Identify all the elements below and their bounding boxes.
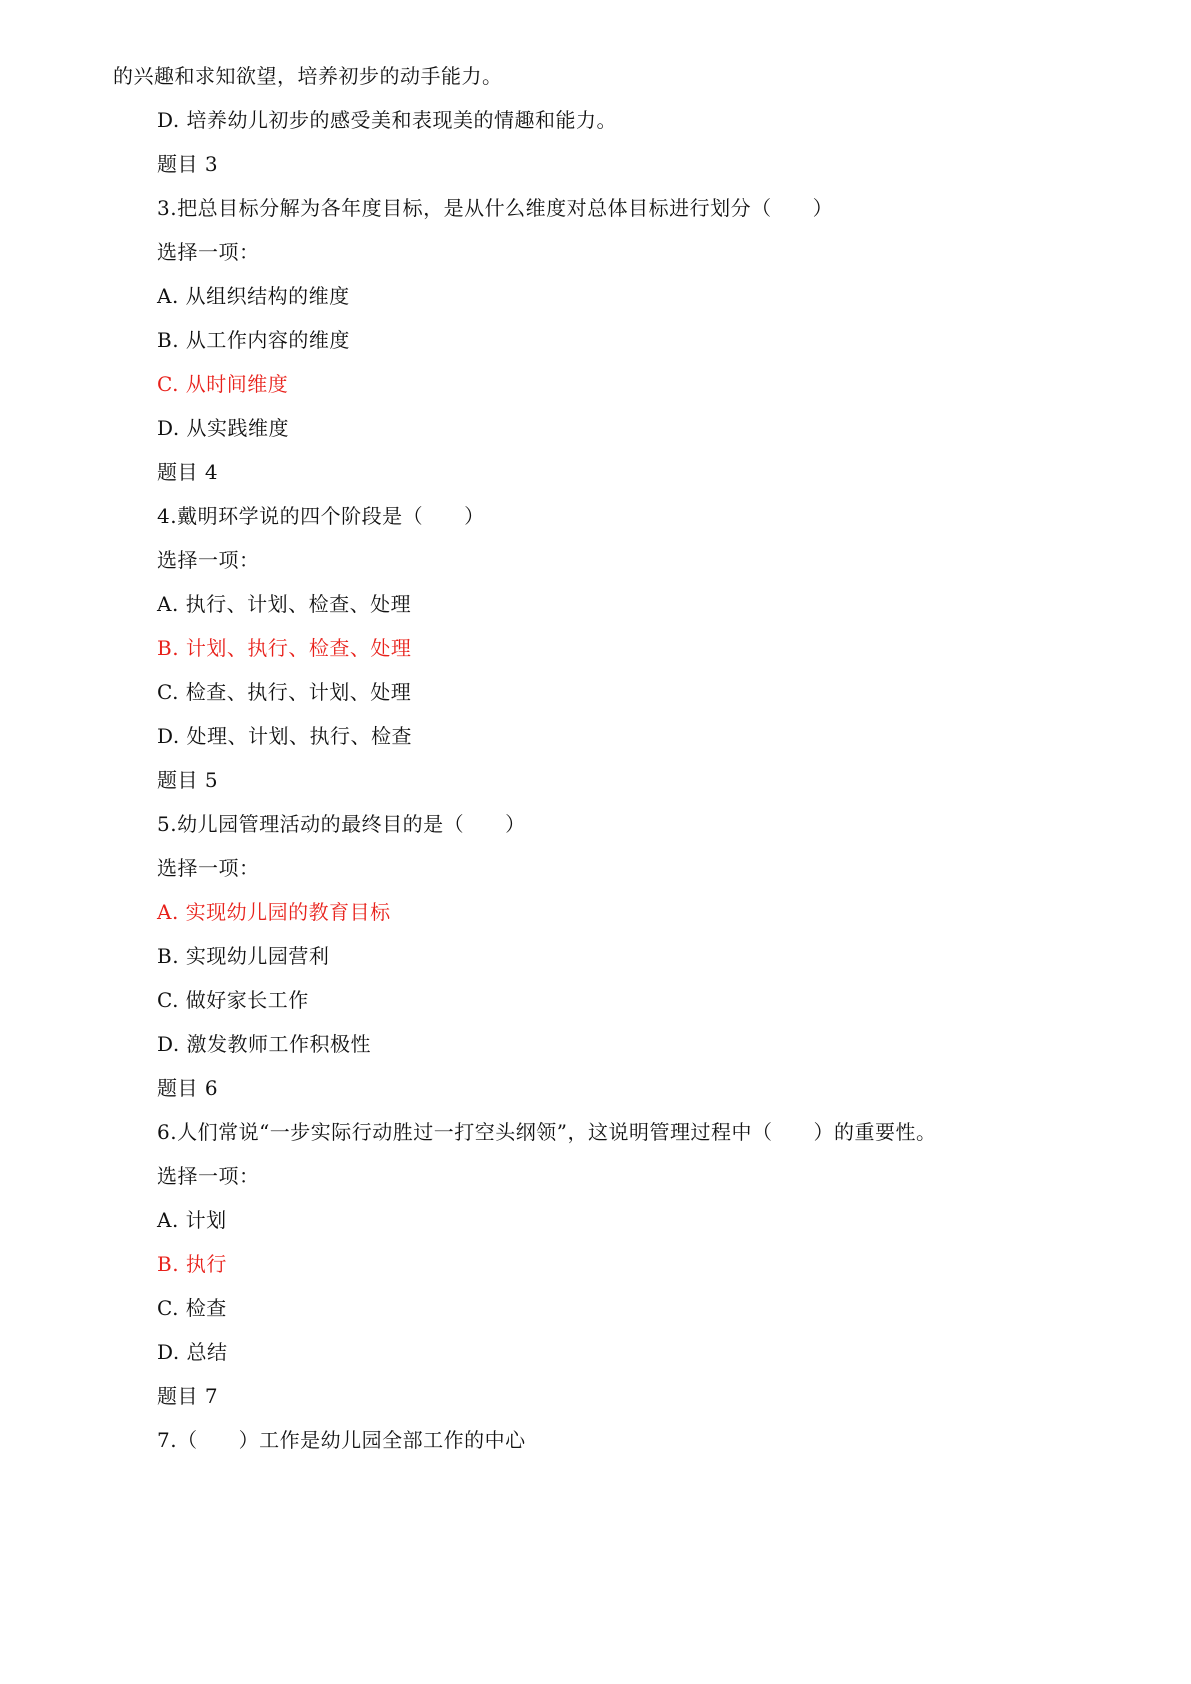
- question-5-option-d[interactable]: D. 激发教师工作积极性: [157, 1032, 372, 1056]
- question-4-option-d[interactable]: D. 处理、计划、执行、检查: [157, 724, 413, 748]
- question-6-option-d[interactable]: D. 总结: [157, 1340, 228, 1364]
- prev-option-d: D. 培养幼儿初步的感受美和表现美的情趣和能力。: [157, 108, 618, 132]
- question-5-option-c[interactable]: C. 做好家长工作: [157, 988, 309, 1012]
- intro-continuation: 的兴趣和求知欲望，培养初步的动手能力。: [113, 64, 503, 88]
- question-6-option-b-correct[interactable]: B. 执行: [157, 1252, 227, 1276]
- question-4-option-c[interactable]: C. 检查、执行、计划、处理: [157, 680, 412, 704]
- question-4-heading: 题目 4: [157, 460, 219, 484]
- question-4-stem: 4.戴明环学说的四个阶段是（ ）: [157, 504, 485, 528]
- question-4-instruction: 选择一项：: [157, 548, 260, 572]
- question-6-stem: 6.人们常说“一步实际行动胜过一打空头纲领”，这说明管理过程中（ ）的重要性。: [157, 1120, 937, 1144]
- question-3-option-c-correct[interactable]: C. 从时间维度: [157, 372, 289, 396]
- question-6-option-c[interactable]: C. 检查: [157, 1296, 227, 1320]
- question-3-option-b[interactable]: B. 从工作内容的维度: [157, 328, 350, 352]
- question-3-option-a[interactable]: A. 从组织结构的维度: [157, 284, 350, 308]
- question-4-option-b-correct[interactable]: B. 计划、执行、检查、处理: [157, 636, 412, 660]
- question-5-heading: 题目 5: [157, 768, 219, 792]
- question-3-stem: 3.把总目标分解为各年度目标，是从什么维度对总体目标进行划分（ ）: [157, 196, 834, 220]
- question-5-stem: 5.幼儿园管理活动的最终目的是（ ）: [157, 812, 526, 836]
- question-3-instruction: 选择一项：: [157, 240, 260, 264]
- question-3-option-d[interactable]: D. 从实践维度: [157, 416, 290, 440]
- question-6-option-a[interactable]: A. 计划: [157, 1208, 227, 1232]
- question-3-heading: 题目 3: [157, 152, 219, 176]
- question-7-heading: 题目 7: [157, 1384, 219, 1408]
- question-6-instruction: 选择一项：: [157, 1164, 260, 1188]
- question-5-option-a-correct[interactable]: A. 实现幼儿园的教育目标: [157, 900, 391, 924]
- question-5-instruction: 选择一项：: [157, 856, 260, 880]
- question-5-option-b[interactable]: B. 实现幼儿园营利: [157, 944, 330, 968]
- question-4-option-a[interactable]: A. 执行、计划、检查、处理: [157, 592, 412, 616]
- question-6-heading: 题目 6: [157, 1076, 219, 1100]
- question-7-stem: 7.（ ）工作是幼儿园全部工作的中心: [157, 1428, 526, 1452]
